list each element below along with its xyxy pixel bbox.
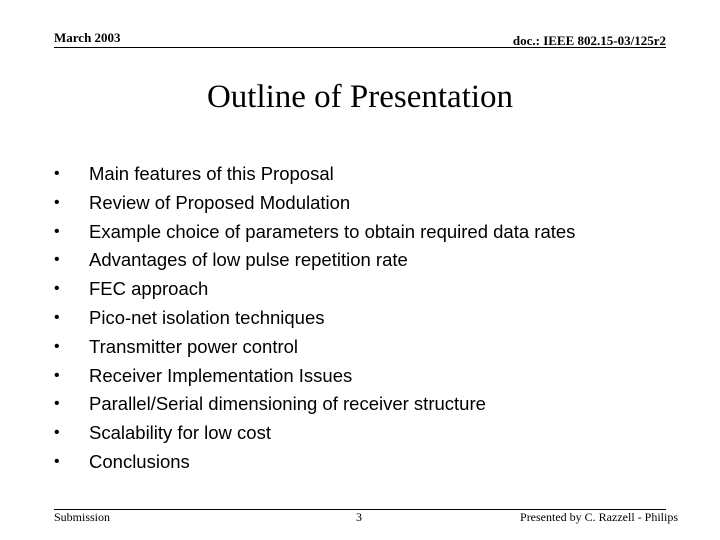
bullet-icon: • xyxy=(54,251,60,269)
list-item xyxy=(54,160,674,189)
bullet-icon: • xyxy=(54,424,60,442)
list-item xyxy=(54,246,674,275)
bullet-icon: • xyxy=(54,222,60,240)
list-item-text: Advantages of low pulse repetition rate xyxy=(89,249,408,271)
list-item xyxy=(54,218,674,247)
bullet-icon: • xyxy=(54,280,60,298)
bullet-icon: • xyxy=(54,165,60,182)
list-item-text: Scalability for low cost xyxy=(89,422,271,444)
footer-submission: Submission xyxy=(54,510,111,524)
bullet-icon: • xyxy=(54,308,60,326)
list-item xyxy=(54,362,674,391)
list-item-text: Review of Proposed Modulation xyxy=(89,191,351,213)
list-item-text: Main features of this Proposal xyxy=(89,163,334,184)
list-item xyxy=(54,419,674,448)
bullet-icon: • xyxy=(54,366,60,384)
list-item xyxy=(54,304,674,333)
list-item xyxy=(54,275,674,304)
header-doc-id: doc.: IEEE 802.15-03/125r2 xyxy=(512,33,666,48)
list-item-text: Parallel/Serial dimensioning of receiver structure xyxy=(89,393,486,415)
list-item xyxy=(54,390,674,419)
list-item-text: Transmitter power control xyxy=(89,335,299,357)
list-item-text: Example choice of parameters to obtain required data rates xyxy=(89,220,576,242)
list-item-text: Conclusions xyxy=(89,450,190,472)
bullet-icon: • xyxy=(54,395,60,413)
outline-list xyxy=(54,160,674,477)
list-item-text: FEC approach xyxy=(89,278,209,300)
bullet-icon: • xyxy=(54,193,60,211)
list-item-text: Pico-net isolation techniques xyxy=(89,306,325,328)
header-date: March 2003 xyxy=(54,30,121,45)
slide-title: Outline of Presentation xyxy=(206,79,514,115)
list-item xyxy=(54,189,674,218)
list-item xyxy=(54,448,674,477)
footer-presenter: Presented by C. Razzell - Philips xyxy=(520,510,678,524)
bullet-icon: • xyxy=(54,337,60,355)
header-rule xyxy=(54,47,666,48)
list-item xyxy=(54,333,674,362)
page-number: 3 xyxy=(356,510,362,524)
bullet-icon: • xyxy=(54,452,60,470)
list-item-text: Receiver Implementation Issues xyxy=(89,364,353,386)
